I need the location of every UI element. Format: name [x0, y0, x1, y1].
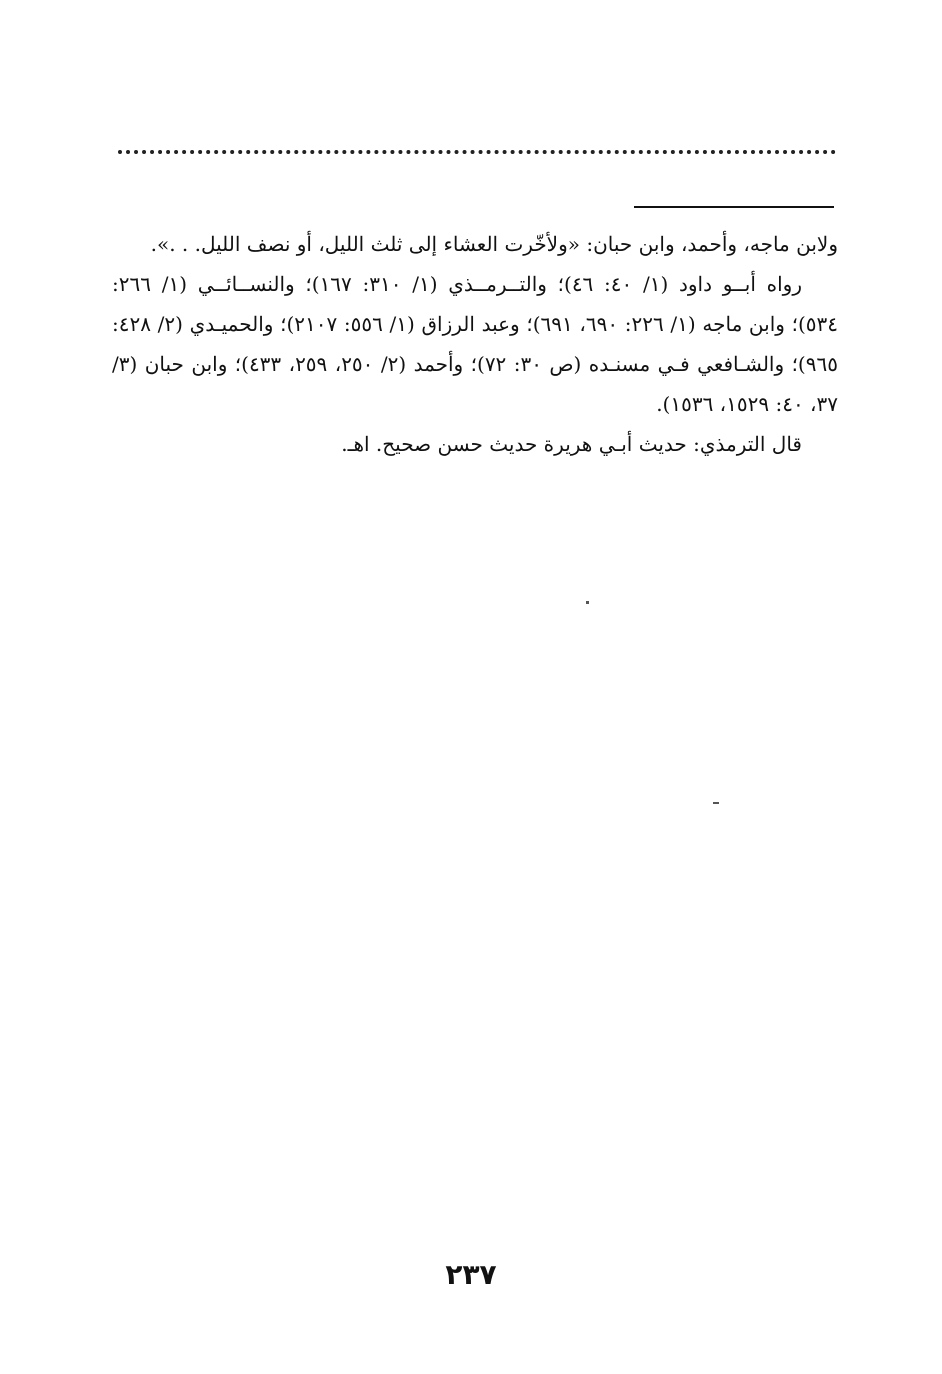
footnote-paragraph-references: رواه أبــو داود (١/ ٤٠: ٤٦)؛ والتــرمــذي (١/ ٣١٠: ١٦٧)؛ والنســائــي (١/ ٢٦٦: ٥٣٤)؛ وابن ماجه (١/ ٢٢٦: ٦٩٠، ٦٩١)؛ وعبد الرزاق (١/ ٥٥٦: ٢١٠٧)؛ والحميـدي (٢/ ٤٢٨: ٩٦٥)؛ والشـافعي فـي مسنـده (ص ٣٠: ٧٢)؛ وأحمد (٢/ ٢٥٠، ٢٥٩، ٤٣٣)؛ وابن حبان (٣/ ٣٧، ٤٠: ١٥٢٩، ١٥٣٦). [112, 272, 838, 416]
footnote-paragraph-ibn-majah: ولابن ماجه، وأحمد، وابن حبان: «ولأخّرت العشاء إلى ثلث الليل، أو نصف الليل. . .». [150, 232, 838, 256]
page-number: ٢٣٧ [445, 1258, 497, 1291]
scan-speck [586, 601, 589, 604]
dotted-separator [118, 150, 836, 154]
footnotes-block [112, 224, 838, 464]
footnote-paragraph-tirmidhi-verdict: قال الترمذي: حديث أبـي هريرة حديث حسن صحيح. اهـ. [341, 432, 802, 456]
footnote-rule [634, 206, 834, 208]
scan-speck [713, 802, 719, 804]
